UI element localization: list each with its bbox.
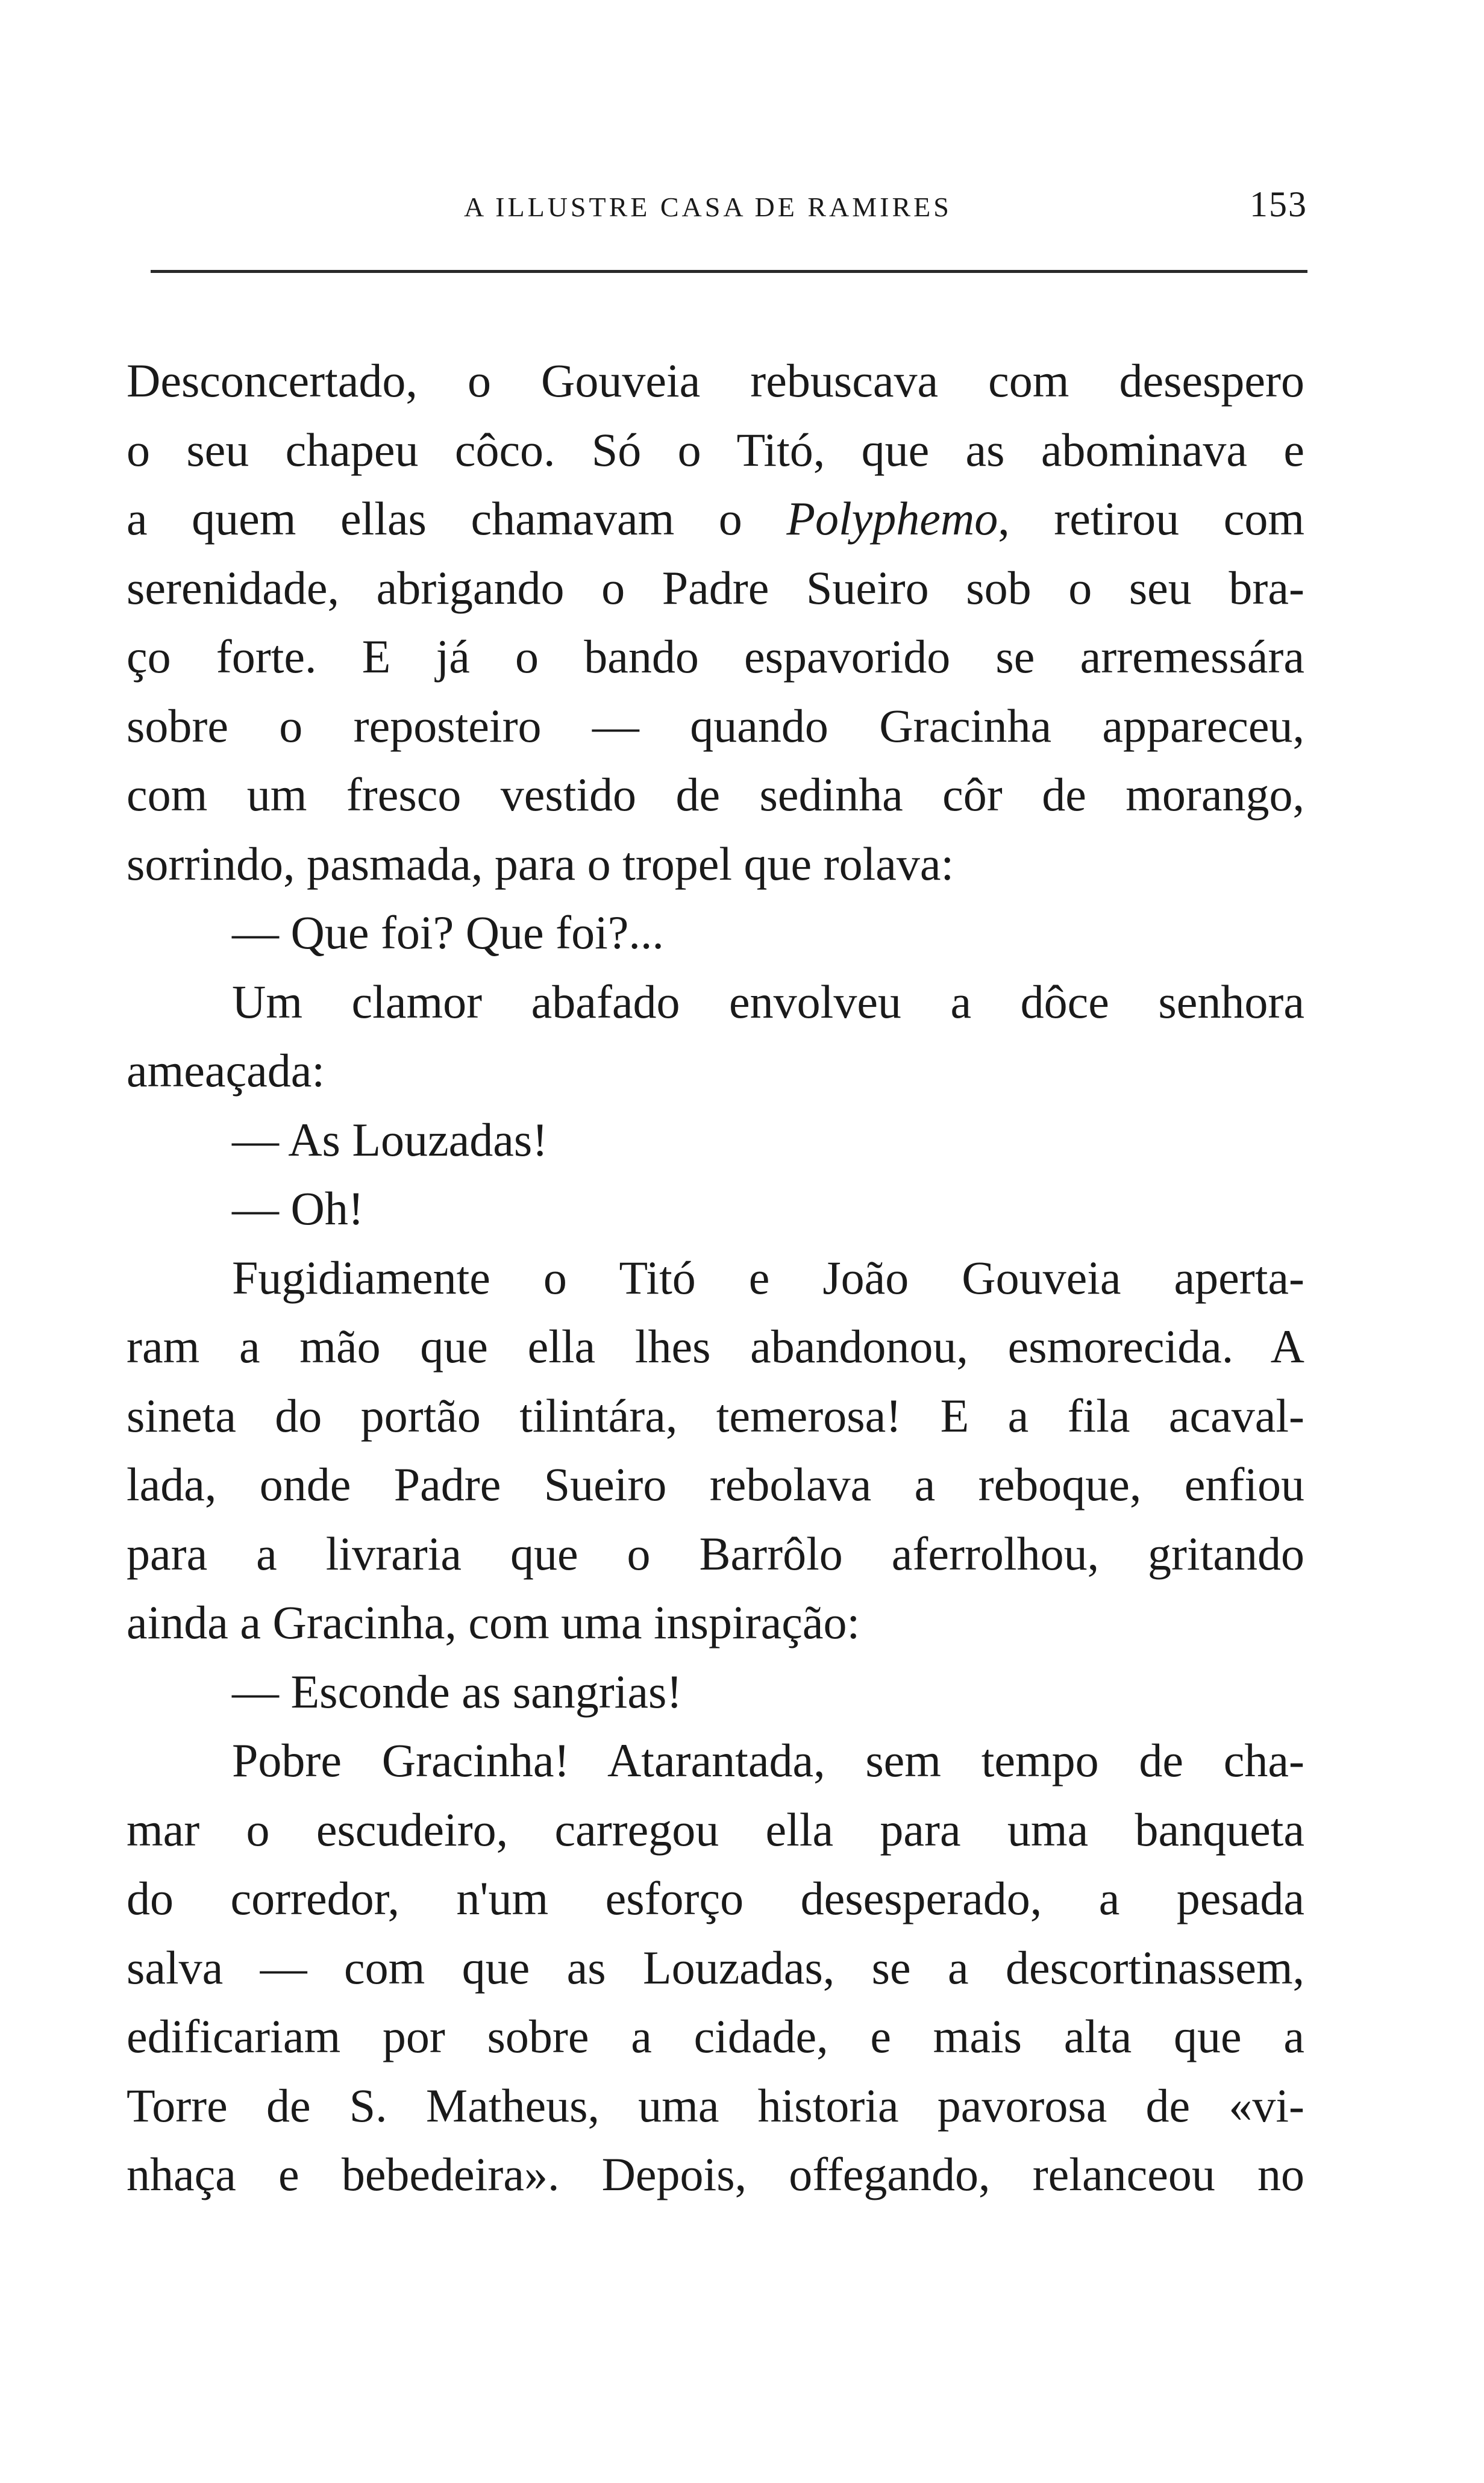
running-title: A ILLUSTRE CASA DE RAMIRES bbox=[464, 192, 952, 222]
text-line: edificariam por sobre a cidade, e mais alta que a bbox=[127, 2010, 1304, 2062]
text-line: serenidade, abrigando o Padre Sueiro sob o seu bra- bbox=[127, 561, 1304, 614]
text-line: para a livraria que o Barrôlo aferrolhou, gritando bbox=[127, 1527, 1304, 1580]
paragraph-start-line: Fugidiamente o Titó e João Gouveia aperta- bbox=[232, 1251, 1304, 1304]
page-number: 153 bbox=[1250, 184, 1307, 224]
text-fragment: a quem ellas chamavam o bbox=[127, 492, 787, 545]
dialogue-line: — Esconde as sangrias! bbox=[232, 1665, 683, 1718]
dialogue-line: — As Louzadas! bbox=[232, 1113, 548, 1166]
paragraph-start-line: Pobre Gracinha! Atarantada, sem tempo de cha- bbox=[232, 1734, 1304, 1786]
text-line: salva — com que as Louzadas, se a descortinassem, bbox=[127, 1941, 1304, 1994]
text-line: sineta do portão tilintára, temerosa! E a fila acaval- bbox=[127, 1389, 1304, 1442]
text-line: mar o escudeiro, carregou ella para uma banqueta bbox=[127, 1803, 1304, 1856]
text-line: do corredor, n'um esforço desesperado, a pesada bbox=[127, 1872, 1304, 1924]
text-line: nhaça e bebedeira». Depois, offegando, relanceou no bbox=[127, 2148, 1304, 2200]
text-line: ainda a Gracinha, com uma inspiração: bbox=[127, 1596, 860, 1649]
text-line bbox=[127, 484, 1304, 554]
running-head bbox=[157, 178, 1307, 232]
text-line: sorrindo, pasmada, para o tropel que rolava: bbox=[127, 837, 954, 890]
italic-name: Polyphemo bbox=[786, 492, 998, 545]
text-line: ameaçada: bbox=[127, 1044, 325, 1097]
body-text bbox=[127, 346, 1304, 2209]
text-line: com um fresco vestido de sedinha côr de morango, bbox=[127, 768, 1304, 821]
dialogue-line: — Que foi? Que foi?... bbox=[232, 906, 664, 959]
text-line: Torre de S. Matheus, uma historia pavorosa de «vi- bbox=[127, 2079, 1304, 2132]
text-line: lada, onde Padre Sueiro rebolava a reboque, enfiou bbox=[127, 1458, 1304, 1511]
header-rule bbox=[151, 270, 1307, 273]
paragraph-start-line: Um clamor abafado envolveu a dôce senhora bbox=[232, 975, 1304, 1028]
text-line: Desconcertado, o Gouveia rebuscava com desespero bbox=[127, 354, 1304, 407]
dialogue-line: — Oh! bbox=[232, 1182, 364, 1235]
text-line: o seu chapeu côco. Só o Titó, que as abominava e bbox=[127, 423, 1304, 476]
text-line: sobre o reposteiro — quando Gracinha appareceu, bbox=[127, 699, 1304, 752]
text-fragment: , retirou com bbox=[998, 492, 1305, 545]
text-line: ram a mão que ella lhes abandonou, esmorecida. A bbox=[127, 1320, 1304, 1373]
text-line: ço forte. E já o bando espavorido se arremessára bbox=[127, 630, 1304, 683]
